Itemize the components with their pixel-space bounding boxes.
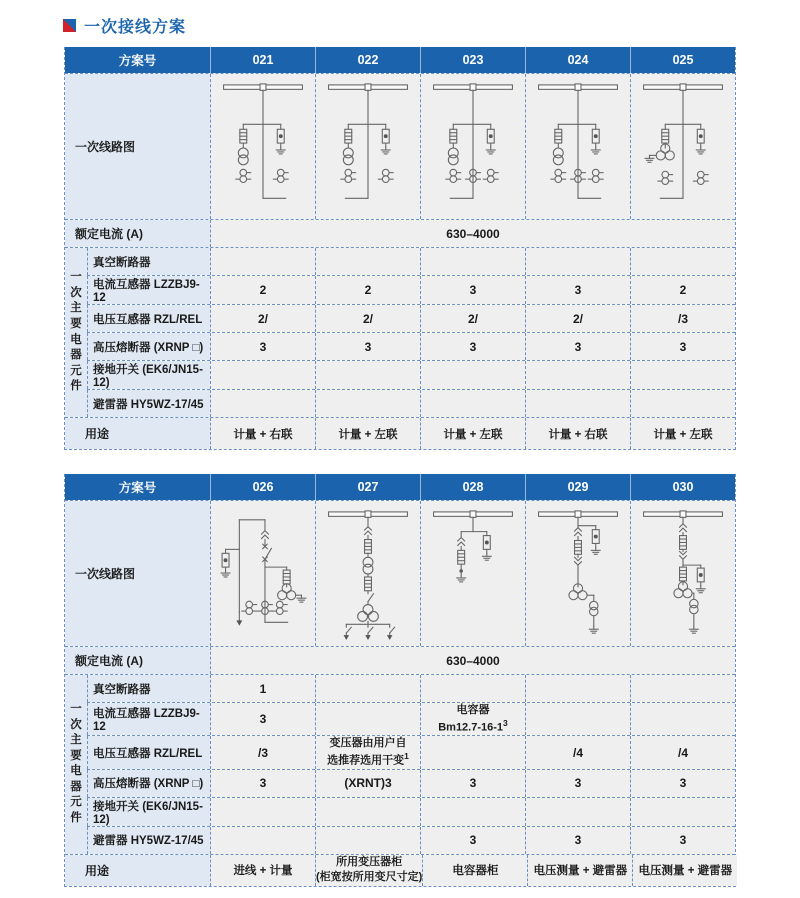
diagram-row: [65, 73, 735, 219]
component-value-cell-021: 2/: [210, 305, 315, 332]
usage-cell-024: 计量 + 右联: [525, 418, 630, 449]
usage-row: [65, 417, 735, 449]
component-value-cell-030: /4: [630, 736, 735, 768]
component-group-label: 一 次 主 要 电 器 元 件: [65, 248, 87, 417]
component-row-label: 接地开关 (EK6/JN15-12): [87, 361, 210, 389]
text-line: $Bm12.7-16-1^3$: [438, 717, 508, 734]
component-row-label: 电压互感器 RZL/REL: [87, 305, 210, 332]
component-value-cell-024: [525, 390, 630, 417]
text-line: 所用变压器柜: [336, 856, 403, 869]
component-value-cell-030: [630, 675, 735, 702]
circuit-diagram-025: [630, 74, 735, 219]
component-value-cell-027: [315, 675, 420, 702]
rated-current-label: 额定电流 (A): [65, 220, 210, 247]
component-row-label: 高压熔断器 (XRNP □): [87, 770, 210, 797]
component-value-cell-021: 3: [210, 333, 315, 360]
diagram-row-label: 一次线路图: [65, 74, 210, 219]
component-value-cell-027: [315, 736, 420, 768]
component-row-2: [87, 735, 735, 768]
usage-cell-021: 计量 + 右联: [210, 418, 315, 449]
component-row-0: [87, 248, 735, 275]
text-line: 变压器由用户自: [329, 737, 407, 750]
component-row-3: [87, 769, 735, 797]
component-value-cell-028: 3: [420, 770, 525, 797]
component-value-cell-027: [315, 827, 420, 854]
component-row-label: 真空断路器: [87, 675, 210, 702]
component-value-cell-029: 3: [525, 827, 630, 854]
section-title: [0, 0, 800, 47]
component-value-cell-028: [420, 798, 525, 826]
component-value-cell-026: [210, 827, 315, 854]
component-row-0: [87, 675, 735, 702]
footnote-superscript: 1: [404, 751, 409, 762]
component-row-label: 避雷器 HY5WZ-17/45: [87, 827, 210, 854]
diagram-row: [65, 500, 735, 646]
text-line: (柜宽按所用变尺寸定): [316, 871, 423, 884]
footnote-superscript: 3: [503, 717, 508, 728]
scheme-column-header-022: 022: [315, 47, 420, 73]
component-row-label: 真空断路器: [87, 248, 210, 275]
component-value-cell-028: [420, 736, 525, 768]
component-value-cell-021: [210, 248, 315, 275]
component-row-2: [87, 304, 735, 332]
component-value-cell-024: [525, 361, 630, 389]
component-group: [65, 674, 735, 854]
component-value-cell-029: /4: [525, 736, 630, 768]
component-value-cell-025: [630, 390, 735, 417]
component-row-label: 高压熔断器 (XRNP □): [87, 333, 210, 360]
component-row-4: [87, 360, 735, 389]
component-value-cell-028: 3: [420, 827, 525, 854]
component-value-cell-029: [525, 703, 630, 735]
scheme-column-header-025: 025: [630, 47, 735, 73]
component-value-cell-026: 3: [210, 770, 315, 797]
component-value-cell-025: [630, 361, 735, 389]
component-value-cell-025: 2: [630, 276, 735, 304]
usage-row: [65, 854, 735, 886]
scheme-column-header-024: 024: [525, 47, 630, 73]
component-value-cell-026: 1: [210, 675, 315, 702]
component-row-4: [87, 797, 735, 826]
rated-current-label: 额定电流 (A): [65, 647, 210, 674]
usage-cell-023: 计量 + 左联: [420, 418, 525, 449]
scheme-number-header-label: 方案号: [118, 481, 157, 495]
component-row-label: 电流互感器 LZZBJ9-12: [87, 703, 210, 735]
component-value-cell-023: 2/: [420, 305, 525, 332]
usage-cell-029: 电压测量 + 避雷器: [527, 855, 632, 886]
scheme-number-header-label: 方案号: [118, 54, 157, 68]
component-value-cell-029: 3: [525, 770, 630, 797]
component-value-cell-030: [630, 798, 735, 826]
circuit-diagram-023: [420, 74, 525, 219]
component-value-cell-024: [525, 248, 630, 275]
component-row-1: [87, 275, 735, 304]
text-line: 选推荐选用干变$^1$: [327, 751, 409, 767]
component-value-cell-022: 2: [315, 276, 420, 304]
component-row-label: 电流互感器 LZZBJ9-12: [87, 276, 210, 304]
page-title: 一次接线方案: [84, 19, 187, 36]
component-value-cell-023: [420, 390, 525, 417]
component-value-cell-021: 2: [210, 276, 315, 304]
component-row-1: [87, 702, 735, 735]
component-row-label: 避雷器 HY5WZ-17/45: [87, 390, 210, 417]
component-value-cell-030: 3: [630, 770, 735, 797]
diagram-row-label: 一次线路图: [65, 501, 210, 646]
component-value-cell-027: [315, 703, 420, 735]
component-value-cell-028: [420, 703, 525, 735]
circuit-diagram-022: [315, 74, 420, 219]
scheme-table-schemes-026-030: [64, 474, 736, 887]
component-value-cell-022: 3: [315, 333, 420, 360]
scheme-column-header-026: 026: [210, 474, 315, 500]
component-value-cell-028: [420, 675, 525, 702]
circuit-diagram-026: [210, 501, 315, 646]
component-row-3: [87, 332, 735, 360]
scheme-tables-container: [0, 47, 800, 887]
component-group: [65, 247, 735, 417]
usage-cell-030: 电压测量 + 避雷器: [632, 855, 737, 886]
component-group-rows: [87, 675, 735, 854]
scheme-column-header-028: 028: [420, 474, 525, 500]
scheme-table-schemes-021-025: [64, 47, 736, 450]
scheme-column-header-030: 030: [630, 474, 735, 500]
rated-current-row: [65, 219, 735, 247]
usage-cell-027: [315, 855, 422, 886]
scheme-column-header-027: 027: [315, 474, 420, 500]
component-value-cell-022: [315, 361, 420, 389]
component-value-cell-027: [315, 798, 420, 826]
component-value-cell-025: /3: [630, 305, 735, 332]
rated-current-value: 630–4000: [210, 220, 735, 247]
rated-current-value: 630–4000: [210, 647, 735, 674]
component-row-label: 接地开关 (EK6/JN15-12): [87, 798, 210, 826]
component-value-cell-021: [210, 361, 315, 389]
component-value-cell-030: 3: [630, 827, 735, 854]
component-value-cell-023: [420, 361, 525, 389]
component-value-cell-025: 3: [630, 333, 735, 360]
component-value-cell-024: 3: [525, 333, 630, 360]
rated-current-row: [65, 646, 735, 674]
component-value-cell-021: [210, 390, 315, 417]
component-value-cell-025: [630, 248, 735, 275]
scheme-table-header: [65, 474, 735, 500]
component-value-cell-026: 3: [210, 703, 315, 735]
circuit-diagram-024: [525, 74, 630, 219]
scheme-column-header-021: 021: [210, 47, 315, 73]
circuit-diagram-027: [315, 501, 420, 646]
component-value-cell-024: 2/: [525, 305, 630, 332]
usage-row-label: 用途: [65, 418, 210, 449]
scheme-table-header: [65, 47, 735, 73]
component-value-cell-023: 3: [420, 276, 525, 304]
component-value-cell-029: [525, 798, 630, 826]
component-value-cell-023: 3: [420, 333, 525, 360]
component-value-cell-022: 2/: [315, 305, 420, 332]
component-row-5: [87, 389, 735, 417]
component-value-cell-029: [525, 675, 630, 702]
component-group-rows: [87, 248, 735, 417]
usage-cell-028: 电容器柜: [422, 855, 527, 886]
circuit-diagram-029: [525, 501, 630, 646]
circuit-diagram-028: [420, 501, 525, 646]
usage-cell-022: 计量 + 左联: [315, 418, 420, 449]
multiline-text: [438, 703, 508, 735]
component-value-cell-022: [315, 390, 420, 417]
usage-row-label: 用途: [65, 855, 210, 886]
multiline-text: [316, 855, 422, 885]
component-value-cell-026: [210, 798, 315, 826]
circuit-diagram-030: [630, 501, 735, 646]
usage-cell-026: 进线 + 计量: [210, 855, 315, 886]
scheme-column-header-029: 029: [525, 474, 630, 500]
component-value-cell-026: /3: [210, 736, 315, 768]
component-value-cell-023: [420, 248, 525, 275]
component-value-cell-022: [315, 248, 420, 275]
text-line: 电容器: [456, 704, 490, 716]
component-row-5: [87, 826, 735, 854]
multiline-text: [327, 736, 409, 768]
component-value-cell-024: 3: [525, 276, 630, 304]
scheme-column-header-023: 023: [420, 47, 525, 73]
section-marker-icon: [63, 19, 76, 32]
usage-cell-025: 计量 + 左联: [630, 418, 735, 449]
component-group-label: 一 次 主 要 电 器 元 件: [65, 675, 87, 854]
circuit-diagram-021: [210, 74, 315, 219]
component-row-label: 电压互感器 RZL/REL: [87, 736, 210, 768]
component-value-cell-027: (XRNT)3: [315, 770, 420, 797]
component-value-cell-030: [630, 703, 735, 735]
